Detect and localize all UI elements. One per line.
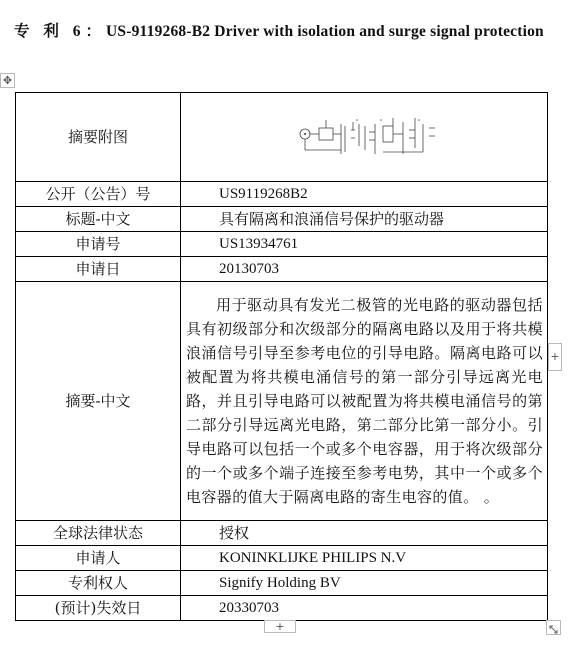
patent-heading-title: US-9119268-B2 Driver with isolation and surge signal protection: [106, 23, 544, 40]
row-label: 申请号: [16, 232, 181, 257]
row-label: 全球法律状态: [16, 521, 181, 546]
row-label: 专利权人: [16, 571, 181, 596]
expiry-date: 20330703: [181, 596, 548, 621]
abstract-chinese: 用于驱动具有发光二极管的光电路的驱动器包括具有初级部分和次级部分的隔离电路以及用于将共模浪涌信号引导至参考电位的引导电路。隔离电路可以被配置为将共模电涌信号的第一部分引导远离光电路，并且引导电路可以被配置为将共模电涌信号的第二部分引导远离光电路，第二部分比第一部分小。引导电路可以包括一个或多个电容器，用于将次级部分的一个或多个端子连接至参考电势，其中一个或多个电容器的值大于隔离电路的寄生电容的值。 。: [181, 282, 548, 521]
application-number: US13934761: [181, 232, 548, 257]
applicant: KONINKLIJKE PHILIPS N.V: [181, 546, 548, 571]
title-chinese: 具有隔离和浪涌信号保护的驱动器: [181, 207, 548, 232]
row-label: 申请人: [16, 546, 181, 571]
row-label: 公开（公告）号: [16, 182, 181, 207]
resize-arrow-icon: [547, 623, 560, 636]
table-move-icon[interactable]: ✥: [0, 73, 15, 88]
add-column-button[interactable]: +: [548, 343, 562, 371]
application-date: 20130703: [181, 257, 548, 282]
publication-number: US9119268B2: [181, 182, 548, 207]
row-label: (预计)失效日: [16, 596, 181, 621]
legal-status: 授权: [181, 521, 548, 546]
row-label: 申请日: [16, 257, 181, 282]
patent-info-table: [15, 92, 548, 621]
figure-label: 摘要附图: [16, 93, 181, 182]
table-resize-icon[interactable]: [546, 620, 561, 635]
abstract-label: 摘要-中文: [16, 282, 181, 521]
abstract-circuit-drawing: [279, 110, 449, 164]
patent-heading: [14, 20, 546, 44]
patent-heading-prefix: 专 利 6：: [14, 23, 107, 40]
add-row-button[interactable]: +: [264, 620, 296, 633]
abstract-figure-cell: [181, 93, 548, 182]
row-label: 标题-中文: [16, 207, 181, 232]
patentee: Signify Holding BV: [181, 571, 548, 596]
